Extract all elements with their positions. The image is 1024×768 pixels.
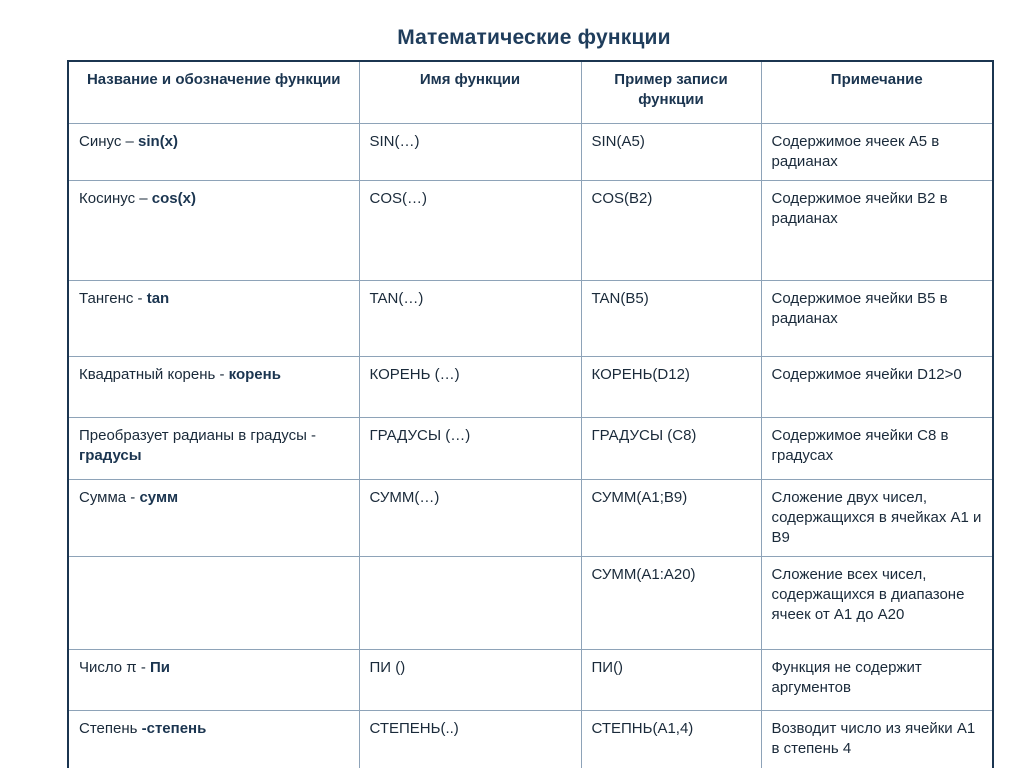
- cell-symbol: -степень: [141, 719, 207, 737]
- table-row: [68, 123, 993, 180]
- cell-note: Сложение двух чисел, содержащихся в ячейках А1 и В9: [761, 479, 993, 556]
- cell-note: Содержимое ячейки В2 в радианах: [761, 180, 993, 280]
- cell-note: Возводит число из ячейки А1 в степень 4: [761, 710, 993, 768]
- cell-function: TAN(…): [359, 280, 581, 356]
- functions-table: [67, 60, 994, 768]
- table-header-row: [68, 61, 993, 123]
- cell-function: SIN(…): [359, 123, 581, 180]
- cell-symbol: tan: [146, 289, 170, 307]
- header-function-name: Имя функции: [359, 61, 581, 123]
- cell-name: [68, 556, 359, 649]
- cell-name: Квадратный корень - корень: [68, 356, 359, 417]
- cell-symbol: Пи: [150, 658, 171, 676]
- cell-example: ГРАДУСЫ (С8): [581, 417, 761, 479]
- cell-function: [359, 556, 581, 649]
- cell-example: TAN(B5): [581, 280, 761, 356]
- cell-note: Содержимое ячейки В5 в радианах: [761, 280, 993, 356]
- cell-name: Синус – sin(x): [68, 123, 359, 180]
- cell-name: Сумма - сумм: [68, 479, 359, 556]
- cell-symbol: градусы: [79, 446, 142, 464]
- table-row: [68, 649, 993, 710]
- cell-note: Содержимое ячейки С8 в градусах: [761, 417, 993, 479]
- cell-function: COS(…): [359, 180, 581, 280]
- table-row: [68, 417, 993, 479]
- table-row: [68, 180, 993, 280]
- cell-note: Функция не содержит аргументов: [761, 649, 993, 710]
- cell-name: Число π - Пи: [68, 649, 359, 710]
- cell-example: СУММ(А1:А20): [581, 556, 761, 649]
- table-row: [68, 479, 993, 556]
- cell-symbol: cos(x): [151, 189, 196, 207]
- page-title: Математические функции: [397, 26, 671, 49]
- table-row: [68, 356, 993, 417]
- cell-name: Косинус – cos(x): [68, 180, 359, 280]
- table-row: [68, 710, 993, 768]
- cell-function: СУММ(…): [359, 479, 581, 556]
- cell-example: COS(B2): [581, 180, 761, 280]
- header-note: Примечание: [761, 61, 993, 123]
- cell-note: Содержимое ячеек А5 в радианах: [761, 123, 993, 180]
- cell-function: ПИ (): [359, 649, 581, 710]
- cell-symbol: sin(x): [138, 132, 179, 150]
- cell-symbol: корень: [228, 365, 281, 383]
- cell-example: СУММ(А1;В9): [581, 479, 761, 556]
- cell-note: Содержимое ячейки D12>0: [761, 356, 993, 417]
- cell-name: Тангенс - tan: [68, 280, 359, 356]
- table-row: [68, 280, 993, 356]
- header-example: Пример записи функции: [581, 61, 761, 123]
- header-name: Название и обозначение функции: [68, 61, 359, 123]
- cell-example: SIN(A5): [581, 123, 761, 180]
- cell-example: ПИ(): [581, 649, 761, 710]
- table-row: [68, 556, 993, 649]
- cell-function: ГРАДУСЫ (…): [359, 417, 581, 479]
- cell-name: Степень -степень: [68, 710, 359, 768]
- cell-note: Сложение всех чисел, содержащихся в диапазоне ячеек от А1 до А20: [761, 556, 993, 649]
- cell-symbol: сумм: [139, 488, 179, 506]
- cell-function: КОРЕНЬ (…): [359, 356, 581, 417]
- cell-function: СТЕПЕНЬ(..): [359, 710, 581, 768]
- cell-example: КОРЕНЬ(D12): [581, 356, 761, 417]
- cell-name: Преобразует радианы в градусы - градусы: [68, 417, 359, 479]
- cell-example: СТЕПНЬ(А1,4): [581, 710, 761, 768]
